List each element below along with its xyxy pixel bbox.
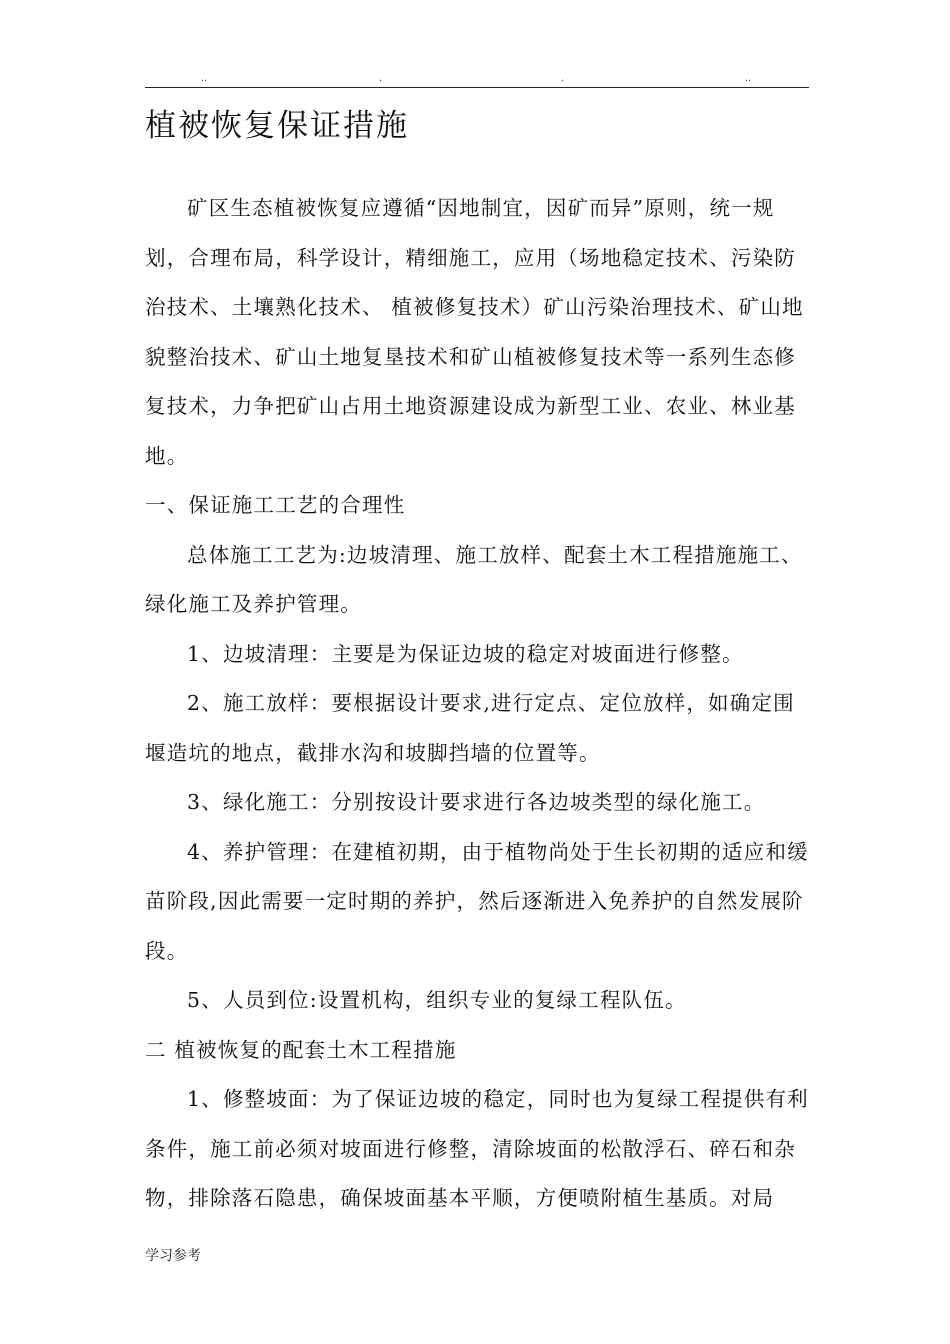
list-item: 4、养护管理：在建植初期，由于植物尚处于生长初期的适应和缓苗阶段,因此需要一定时期的养护，然后逐渐进入免养护的自然发展阶段。 — [145, 839, 809, 963]
header-mark: .. — [201, 73, 208, 84]
document-body — [145, 184, 809, 1224]
list-item: 1、边坡清理：主要是为保证边坡的稳定对坡面进行修整。 — [187, 641, 744, 666]
header-mark: .. — [745, 73, 752, 84]
header-mark: . — [561, 73, 565, 84]
list-item: 2、施工放样：要根据设计要求,进行定点、定位放样，如确定围堰造坑的地点，截排水沟和坡脚挡墙的位置等。 — [145, 691, 795, 765]
list-item: 1、修整坡面：为了保证边坡的稳定，同时也为复绿工程提供有利条件，施工前必须对坡面进行修整，清除坡面的松散浮石、碎石和杂物，排除落石隐患，确保坡面基本平顺，方便喷附植生基质。对局 — [145, 1087, 809, 1210]
paragraph: 总体施工工艺为:边坡清理、施工放样、配套土木工程措施施工、绿化施工及养护管理。 — [145, 542, 803, 616]
section-heading-2: 二 植被恢复的配套土木工程措施 — [145, 1037, 457, 1062]
section-heading-1: 一、保证施工工艺的合理性 — [145, 493, 406, 517]
header-mark: . — [379, 73, 383, 84]
paragraph-intro: 矿区生态植被恢复应遵循“因地制宜，因矿而异”原则，统一规划，合理布局，科学设计，精细施工，应用（场地稳定技术、污染防治技术、土壤熟化技术、 植被修复技术）矿山污染治理技术、矿山地貌整治技术、矿山土地复垦技术和矿山植被修复技术等一系列生态修复技术，力争把矿山占用土地资源建设成为新型工业、农业、林业基地。 — [145, 196, 804, 468]
document-title: 植被恢复保证措施 — [145, 108, 409, 144]
list-item: 5、人员到位:设置机构，组织专业的复绿工程队伍。 — [187, 988, 687, 1012]
page-footer: 学习参考 — [145, 1248, 201, 1264]
list-item: 3、绿化施工：分别按设计要求进行各边坡类型的绿化施工。 — [187, 790, 766, 814]
page-header-marks — [145, 72, 809, 86]
header-rule — [145, 87, 809, 88]
